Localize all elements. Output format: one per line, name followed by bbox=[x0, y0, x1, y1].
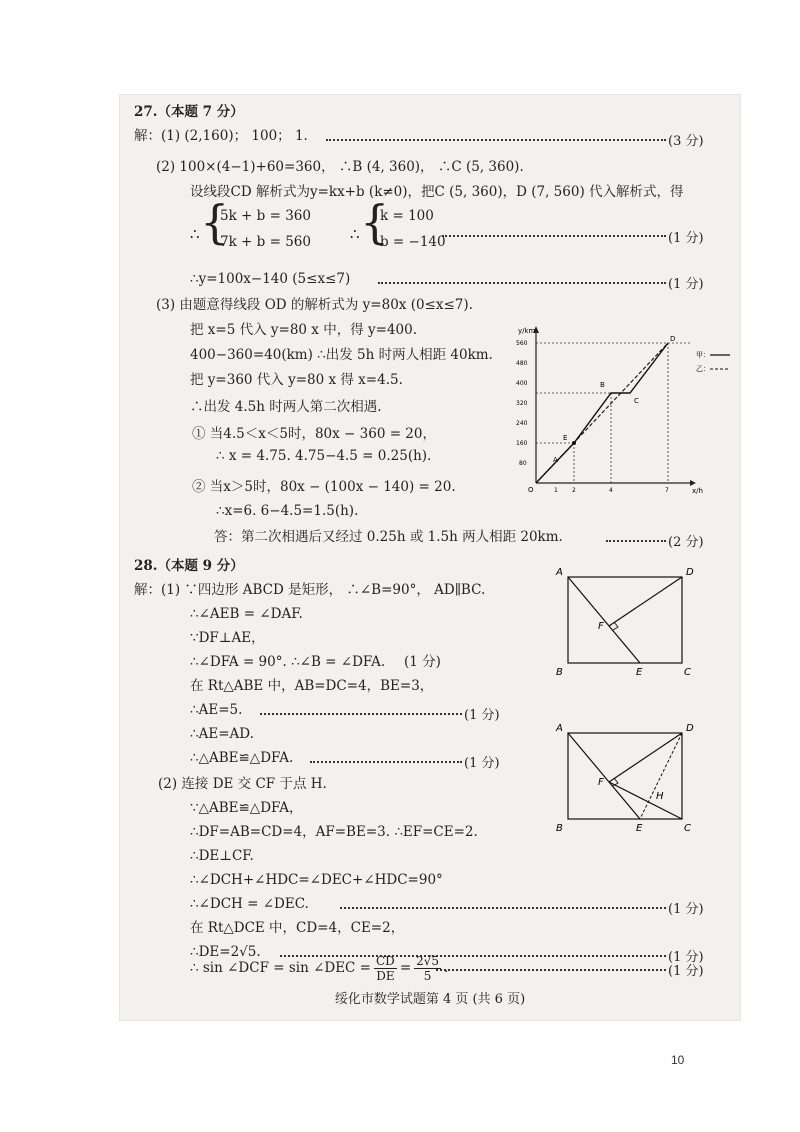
score: (1 分) bbox=[464, 756, 500, 771]
q28-line: ∴∠AEB = ∠DAF. bbox=[190, 606, 303, 622]
q27-part3: (3) 由题意得线段 OD 的解析式为 y=80x (0≤x≤7). bbox=[156, 297, 473, 313]
x-tick: 7 bbox=[665, 487, 669, 494]
score: (2 分) bbox=[668, 535, 704, 550]
y-tick: 160 bbox=[516, 440, 528, 447]
label-c: C bbox=[684, 823, 691, 833]
q28-line: ∴∠DCH = ∠DEC. bbox=[190, 896, 309, 912]
leader-dots bbox=[378, 282, 666, 284]
point-label-a: A bbox=[553, 456, 558, 464]
q27-part2-b: 设线段CD 解析式为y=kx+b (k≠0)，把C (5, 360)，D (7, 560) 代入解析式，得 bbox=[190, 184, 684, 200]
q27-heading: 27.（本题 7 分） bbox=[134, 104, 244, 120]
label-h: H bbox=[656, 791, 664, 802]
system1-eq1: 5k + b = 360 bbox=[220, 208, 311, 224]
q27-case2: ② 当x＞5时，80x − (100x − 140) = 20. bbox=[192, 479, 456, 495]
system1-eq2: 7k + b = 560 bbox=[220, 234, 311, 250]
q28-line: ∵△ABE≌△DFA， bbox=[190, 800, 303, 816]
q28-line: ∴AE=5. bbox=[190, 702, 243, 718]
score: (1 分) bbox=[668, 231, 704, 246]
label-a: A bbox=[556, 567, 563, 578]
point-label-d: D bbox=[670, 335, 676, 343]
score: (3 分) bbox=[668, 134, 704, 149]
q28-line: ∴∠DFA = 90°. ∴∠B = ∠DFA. bbox=[190, 654, 386, 670]
label-c: C bbox=[684, 667, 691, 677]
q28-line: (2) 连接 DE 交 CF 于点 H. bbox=[158, 776, 327, 792]
x-tick: 2 bbox=[572, 487, 576, 494]
legend-yi: 乙： bbox=[696, 365, 710, 373]
brace-left-2: { bbox=[360, 195, 390, 249]
score: (1 分) bbox=[668, 950, 704, 965]
q28-line: ∴DE⊥CF. bbox=[190, 848, 254, 864]
label-f: F bbox=[598, 777, 604, 788]
q28-line: ∴DF=AB=CD=4，AF=BE=3. ∴EF=CE=2. bbox=[190, 824, 478, 840]
y-tick: 480 bbox=[516, 360, 528, 367]
y-tick: 240 bbox=[516, 420, 528, 427]
rectangle-figure-1 bbox=[552, 563, 702, 677]
q28-line: 在 Rt△ABE 中，AB=DC=4，BE=3， bbox=[190, 678, 434, 694]
y-tick: 320 bbox=[516, 400, 528, 407]
scanned-page bbox=[120, 95, 740, 1020]
brace-left-1: { bbox=[200, 195, 230, 249]
system2-eq1: k = 100 bbox=[380, 208, 434, 224]
y-axis-label: y/km bbox=[518, 327, 536, 335]
point-label-c: C bbox=[634, 397, 639, 405]
leader-dots bbox=[260, 713, 462, 715]
q27-part2-result: ∴y=100x−140 (5≤x≤7) bbox=[190, 271, 351, 287]
q28-line: ∴△ABE≌△DFA. bbox=[190, 750, 294, 766]
label-d: D bbox=[686, 567, 694, 578]
leader-dots bbox=[340, 907, 666, 909]
point-label-e: E bbox=[563, 434, 568, 442]
page-number: 10 bbox=[671, 1053, 685, 1067]
point-label-b: B bbox=[600, 381, 605, 389]
label-f: F bbox=[598, 621, 604, 632]
q28-heading: 28.（本题 9 分） bbox=[134, 558, 244, 574]
q27-part3-d: 把 y=360 代入 y=80 x 得 x=4.5. bbox=[190, 372, 403, 388]
label-e: E bbox=[636, 667, 643, 677]
leader-dots bbox=[606, 540, 666, 542]
label-b: B bbox=[556, 667, 563, 677]
leader-dots bbox=[442, 235, 666, 237]
q28-line: ∴∠DCH+∠HDC=∠DEC+∠HDC=90° bbox=[190, 872, 443, 888]
rectangle-figure-2 bbox=[552, 719, 702, 833]
therefore-symbol: ∴ bbox=[190, 225, 200, 243]
system2-eq2: b = −140 bbox=[380, 234, 446, 250]
leader-dots bbox=[326, 139, 666, 141]
q28-line: 解：(1) ∵四边形 ABCD 是矩形， ∴∠B=90°， AD∥BC. bbox=[134, 582, 486, 598]
q27-part1: 解：(1) (2,160)； 100； 1. bbox=[134, 128, 308, 144]
page-footer: 绥化市数学试题第 4 页 (共 6 页) bbox=[334, 992, 526, 1007]
q27-case1: ① 当4.5＜x＜5时，80x − 360 = 20， bbox=[192, 426, 436, 442]
q27-answer: 答：第二次相遇后又经过 0.25h 或 1.5h 两人相距 20km. bbox=[214, 529, 563, 545]
label-b: B bbox=[556, 823, 563, 833]
label-e: E bbox=[636, 823, 643, 833]
leader-dots bbox=[310, 761, 462, 763]
label-a: A bbox=[556, 723, 563, 734]
score: (1 分) bbox=[668, 964, 704, 979]
score: (1 分) bbox=[668, 902, 704, 917]
q27-case2-result: ∴x=6. 6−4.5=1.5(h). bbox=[216, 503, 359, 519]
q28-final-line: ∴ sin ∠DCF = sin ∠DEC = $\frac{CD}{DE}$ = $\frac{2√5}{5}$ . bbox=[190, 953, 449, 983]
q28-line: ∵DF⊥AE， bbox=[190, 630, 265, 646]
legend-jia: 甲： bbox=[696, 351, 710, 359]
therefore-symbol: ∴ bbox=[350, 225, 360, 243]
fraction-cd-de: $\frac{CD}{DE}$ bbox=[376, 953, 395, 983]
x-tick: 1 bbox=[554, 487, 558, 494]
score: (1 分) bbox=[464, 708, 500, 723]
q28-line: ∴AE=AD. bbox=[190, 726, 254, 742]
label-d: D bbox=[686, 723, 694, 734]
score: (1 分) bbox=[404, 654, 441, 670]
leader-dots bbox=[436, 969, 666, 971]
q28-line: ∴DE=2√5. bbox=[190, 944, 261, 960]
q27-part3-b: 把 x=5 代入 y=80 x 中，得 y=400. bbox=[190, 322, 417, 338]
q27-part3-e: ∴出发 4.5h 时两人第二次相遇. bbox=[190, 399, 382, 415]
x-axis-label: x/h bbox=[692, 487, 703, 495]
score: (1 分) bbox=[668, 277, 704, 292]
distance-time-graph bbox=[510, 323, 732, 495]
q27-part2: (2) 100×(4−1)+60=360， ∴B (4, 360)， ∴C (5, 360). bbox=[156, 159, 524, 175]
x-tick: 4 bbox=[609, 487, 613, 494]
q27-part3-c: 400−360=40(km) ∴出发 5h 时两人相距 40km. bbox=[190, 347, 493, 363]
y-tick: 80 bbox=[519, 460, 527, 467]
q27-case1-result: ∴ x = 4.75. 4.75−4.5 = 0.25(h). bbox=[216, 448, 432, 464]
y-tick: 400 bbox=[516, 380, 528, 387]
q28-line: 在 Rt△DCE 中，CD=4，CE=2， bbox=[190, 920, 405, 936]
x-tick: O bbox=[528, 486, 534, 494]
fraction-result: $\frac{2√5}{5}$ bbox=[416, 953, 440, 983]
y-tick: 560 bbox=[516, 340, 528, 347]
